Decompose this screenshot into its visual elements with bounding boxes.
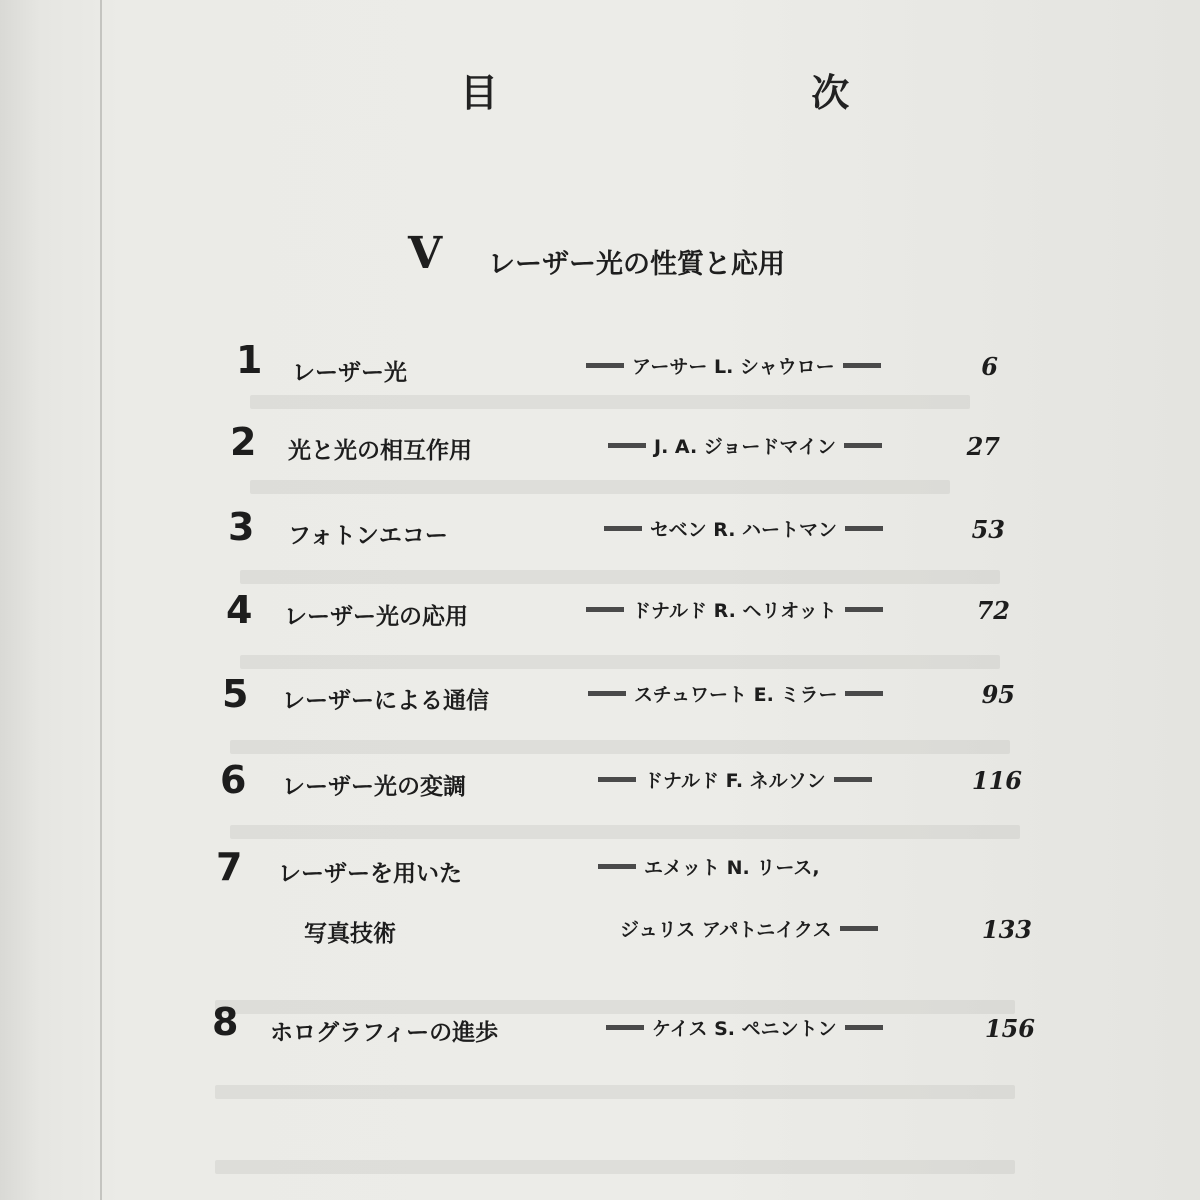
toc-entry: [0, 672, 1200, 732]
chapter-title: 光と光の相互作用: [288, 438, 472, 464]
page-number: 6: [981, 352, 998, 381]
chapter-number: 4: [226, 588, 253, 632]
chapter-author: ドナルド R. ヘリオット: [578, 596, 891, 623]
chapter-author: ドナルド F. ネルソン: [590, 766, 880, 793]
page-number: 133: [981, 915, 1032, 944]
chapter-author: ケイス S. ペニントン: [598, 1014, 891, 1041]
page-number: 27: [966, 432, 1000, 461]
toc-entry: [0, 338, 1200, 398]
chapter-title: レーザー光: [292, 360, 407, 386]
bleed-through: [215, 1085, 1015, 1099]
page-number: 116: [971, 766, 1022, 795]
chapter-title: ホログラフィーの進歩: [270, 1020, 499, 1046]
page-number: 156: [984, 1014, 1035, 1043]
chapter-number: 3: [228, 505, 255, 549]
page-number: 53: [971, 515, 1005, 544]
chapter-number: 6: [220, 758, 247, 802]
page-title: 目 次: [460, 71, 1000, 115]
toc-entry: [0, 505, 1200, 565]
chapter-title: レーザーを用いた: [278, 861, 462, 887]
chapter-title: フォトンエコー: [288, 523, 448, 549]
chapter-title: レーザーによる通信: [282, 688, 489, 714]
toc-entry: [0, 420, 1200, 480]
toc-entry: [0, 845, 1200, 955]
chapter-title: レーザー光の変調: [282, 774, 466, 800]
bleed-through: [215, 1160, 1015, 1174]
bleed-through: [250, 480, 950, 494]
chapter-author: スチュワート E. ミラー: [580, 680, 891, 707]
chapter-author-line2: ジュリス アパトニイクス: [620, 915, 886, 942]
bleed-through: [240, 655, 1000, 669]
chapter-number: 2: [230, 420, 257, 464]
chapter-author: セベン R. ハートマン: [596, 515, 891, 542]
toc-entry: [0, 1000, 1200, 1060]
page-number: 72: [976, 596, 1010, 625]
section-number: V: [408, 228, 443, 279]
chapter-number: 8: [212, 1000, 239, 1044]
bleed-through: [230, 740, 1010, 754]
chapter-title: レーザー光の応用: [284, 604, 468, 630]
toc-entry: [0, 758, 1200, 818]
chapter-author: エメット N. リース,: [590, 853, 820, 880]
chapter-title-line2: 写真技術: [304, 921, 396, 947]
chapter-author: J. A. ジョードマイン: [600, 432, 890, 459]
bleed-through: [230, 825, 1020, 839]
chapter-number: 5: [222, 672, 249, 716]
section-title: レーザー光の性質と応用: [488, 249, 785, 280]
chapter-number: 7: [216, 845, 243, 889]
chapter-number: 1: [236, 338, 263, 382]
toc-entry: [0, 588, 1200, 648]
page-number: 95: [981, 680, 1015, 709]
bleed-through: [240, 570, 1000, 584]
chapter-author: アーサー L. シャウロー: [578, 352, 889, 379]
